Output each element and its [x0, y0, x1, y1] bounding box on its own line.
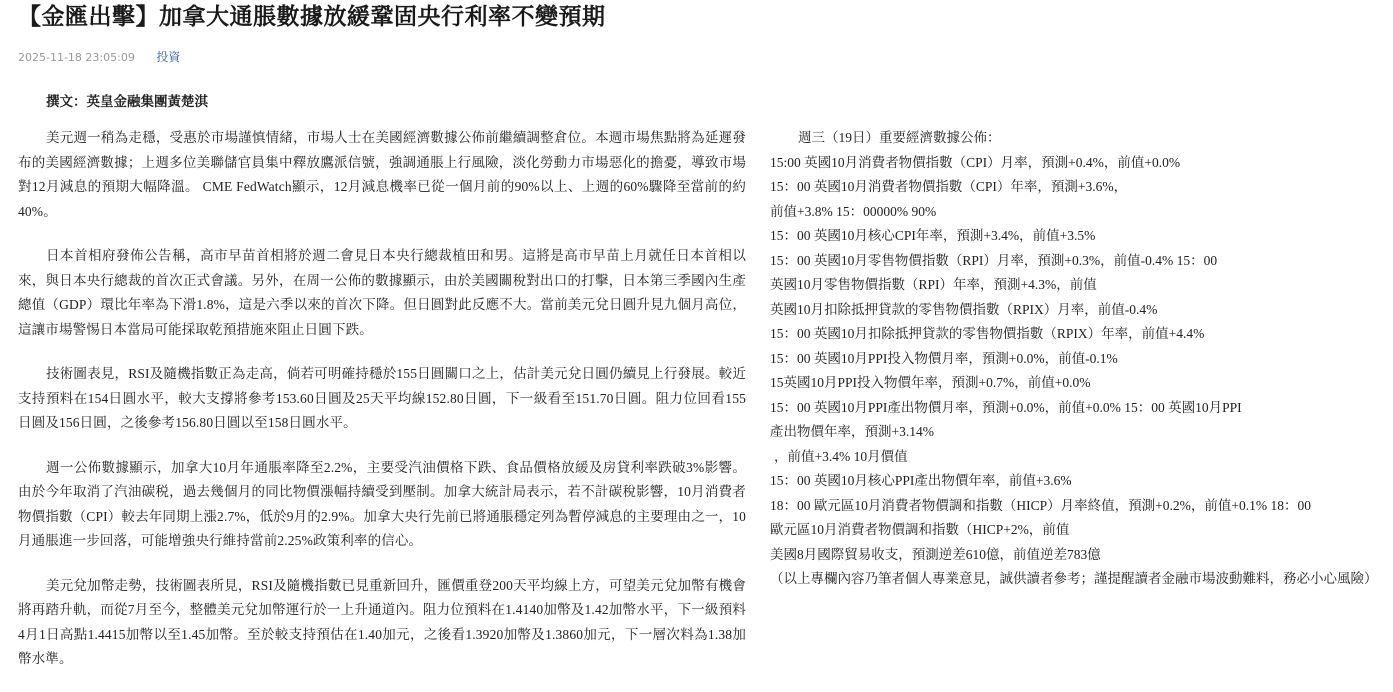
- calendar-item: 英國10月扣除抵押貸款的零售物價指數（RPIX）月率，前值-0.4%: [770, 301, 1158, 317]
- calendar-item: 前值+3.8% 15：00000% 90%: [770, 203, 937, 219]
- calendar-item: 英國10月零售物價指數（RPI）年率，預測+4.3%，前值: [770, 277, 1097, 292]
- calendar-item: 歐元區10月消費者物價調和指數（HICP+2%，前值: [770, 522, 1070, 537]
- paragraph: 週一公佈數據顯示，加拿大10月年通脹率降至2.2%，主要受汽油價格下跌、食品價格放緩及房貸利率跌破3%影響。由於今年取消了汽油碳税，過去幾個月的同比物價漲幅持續受到壓制。加拿大統計局表示，若不計碳稅影響，10月消費者物價指數（CPI）較去年同期上漲2.7%，低於9月的2.9%。加拿大央行先前已將通脹穩定列為暫停減息的主要理由之一，10月通脹進一步回落，可能增強央行維持當前2.25%政策利率的信心。: [18, 459, 746, 548]
- calendar-item: 15：00 英國10月消費者物價指數（CPI）年率，預測+3.6%，: [770, 179, 1128, 194]
- calendar-item: 18：00 歐元區10月消費者物價調和指數（HICP）月率終值，預測+0.2%，前值+0.1% 18：00: [770, 497, 1311, 513]
- article-meta: [18, 48, 180, 65]
- calendar-item: 15英國10月PPI投入物價年率，預測+0.7%，前值+0.0%: [770, 375, 1091, 390]
- calendar-heading: 週三（19日）重要經濟數據公佈：: [798, 130, 1001, 145]
- paragraph: 美元週一稍為走穩，受惠於市場謹慎情緒，市場人士在美國經濟數據公佈前繼續調整倉位。本週市場焦點將為延遲發布的美國經濟數據；上週多位美聯儲官員集中釋放鷹派信號，強調通脹上行風險，淡化勞動力市場惡化的擔憂，導致市場對12月減息的預期大幅降溫。 CME FedWatch顯示，12月減息機率已從一個月前的90%以上、上週的60%驟降至當前的約40%。: [18, 130, 746, 219]
- calendar-item: 15：00 英國10月核心PPI產出物價年率，前值+3.6%: [770, 473, 1072, 488]
- article-title: 【金匯出擊】加拿大通脹數據放緩鞏固央行利率不變預期: [18, 4, 606, 30]
- calendar-item: 產出物價年率，預測+3.14%: [770, 424, 934, 439]
- calendar-item: 15：00 英國10月PPI產出物價月率，預測+0.0%，前值+0.0% 15：00 英國10月PPI: [770, 399, 1242, 415]
- article-body: [18, 126, 746, 692]
- publish-date: 2025-11-18 23:05:09: [18, 51, 135, 64]
- author-byline: 撰文：英皇金融集團黃楚淇: [46, 94, 208, 110]
- calendar-item: 美國8月國際貿易收支，預測逆差610億，前值逆差783億: [770, 546, 1101, 562]
- calendar-item: 15：00 英國10月零售物價指數（RPI）月率，預測+0.3%，前值-0.4% 15：00: [770, 252, 1218, 268]
- disclaimer: （以上專欄內容乃筆者個人專業意見，誠供讀者參考；謹提醒讀者金融市場波動難料，務必小心風險）: [770, 571, 1378, 586]
- economic-calendar: [770, 126, 1388, 592]
- calendar-item: ，前值+3.4% 10月價值: [774, 448, 908, 464]
- calendar-item: 15：00 英國10月扣除抵押貸款的零售物價指數（RPIX）年率，前值+4.4%: [770, 326, 1205, 341]
- category-link[interactable]: 投資: [156, 50, 181, 64]
- calendar-item: 15:00 英國10月消費者物價指數（CPI）月率，預測+0.4%，前值+0.0%: [770, 154, 1181, 170]
- calendar-item: 15：00 英國10月PPI投入物價月率，預測+0.0%，前值-0.1%: [770, 350, 1118, 366]
- paragraph: 技術圖表見，RSI及隨機指數正為走高，倘若可明確持穩於155日圓關口之上，估計美元兌日圓仍續見上行發展。較近支持預料在154日圓水平，較大支撐將參考153.60日圓及25天平均線152.80日圓，下一級看至151.70日圓。阻力位回看155日圓及156日圓，之後參考156.80日圓以至158日圓水平。: [18, 366, 746, 430]
- calendar-item: 15：00 英國10月核心CPI年率，預測+3.4%，前值+3.5%: [770, 228, 1096, 243]
- paragraph: 日本首相府發佈公告稱，高市早苗首相將於週二會見日本央行總裁植田和男。這將是高市早苗上月就任日本首相以來，與日本央行總裁的首次正式會議。另外，在周一公佈的數據顯示，由於美國關稅對出口的打擊，日本第三季國內生產總值（GDP）環比年率為下滑1.8%，這是六季以來的首次下降。但日圓對此反應不大。當前美元兌日圓升見九個月高位，這讓市場警惕日本當局可能採取乾預措施來阻止日圓下跌。: [18, 248, 746, 337]
- paragraph: 美元兌加幣走勢，技術圖表所見，RSI及隨機指數已見重新回升，匯價重登200天平均線上方，可望美元兌加幣有機會將再踏升軌，而從7月至今，整體美元兌加幣運行於一上升通道內。阻力位預料在1.4140加幣及1.42加幣水平，下一級預料4月1日高點1.4415加幣以至1.45加幣。至於較支持預估在1.40加元，之後看1.3920加幣及1.3860加元，下一層次料為1.38加幣水準。: [18, 577, 746, 666]
